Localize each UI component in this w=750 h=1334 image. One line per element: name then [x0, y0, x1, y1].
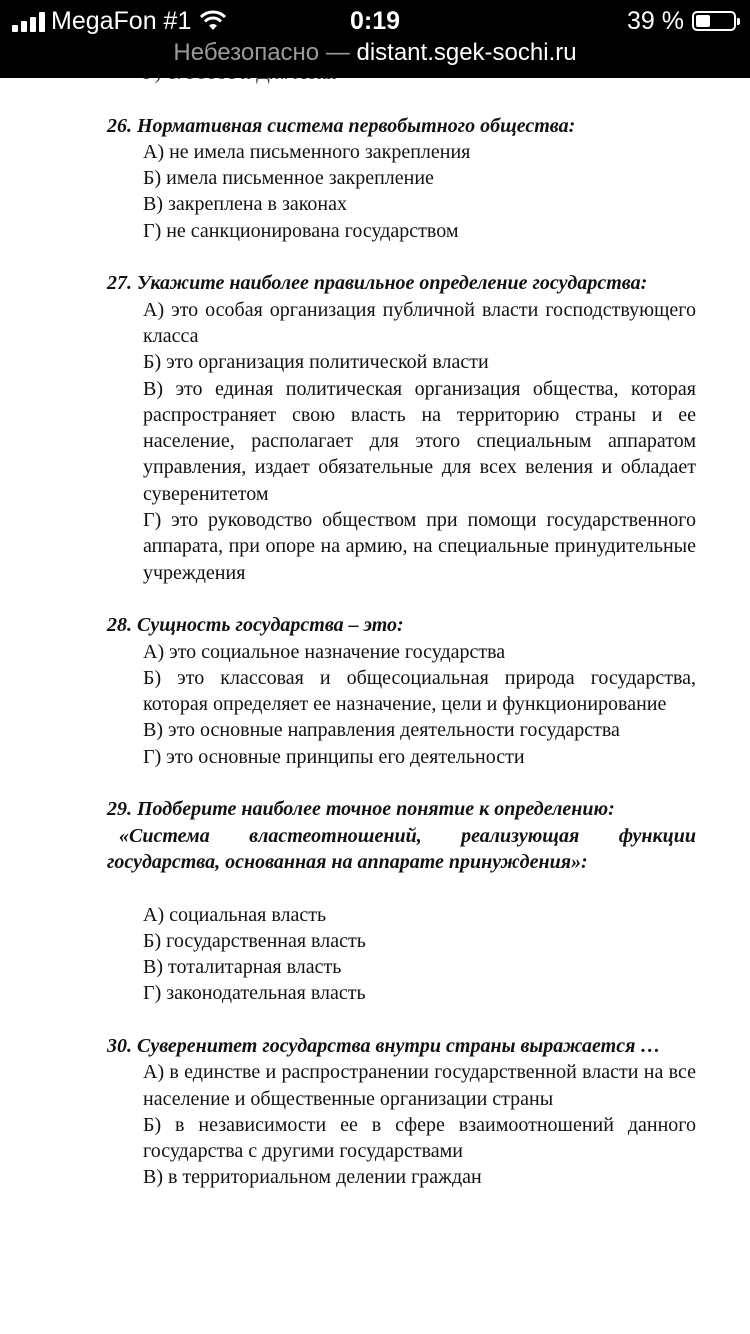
option: Г) законодательная власть	[143, 982, 366, 1005]
option: А) это социальное назначение государства	[143, 640, 506, 663]
question-27	[107, 270, 696, 586]
question-title: 29. Подберите наиболее точное понятие к определению:	[107, 798, 615, 821]
option: Г) это основные принципы его деятельности	[143, 745, 525, 768]
battery-percent: 39 %	[627, 7, 684, 35]
option: В) тоталитарная власть	[143, 956, 342, 979]
site-host: distant.sgek-sochi.ru	[356, 39, 577, 66]
option: В) это основные направления деятельности государства	[143, 719, 620, 742]
document-body	[107, 60, 696, 1191]
option: Г) это руководство обществом при помощи государственного аппарата, при опоре на армию, на специальные принудительные учреждения	[143, 509, 696, 584]
battery-icon	[692, 11, 736, 31]
option: В) в территориальном делении граждан	[143, 1166, 482, 1189]
option: А) социальная власть	[143, 903, 327, 926]
insecure-label: Небезопасно —	[173, 39, 350, 66]
option: В) это единая политическая организация общества, которая распространяет свою власть на территорию страны и ее население, располагает для этого специальным аппаратом управления, издает обязательные для всех веления и обладает суверенитетом	[143, 377, 696, 505]
option: В) закреплена в законах	[143, 193, 348, 216]
option: А) это особая организация публичной власти господствующего класса	[143, 298, 696, 347]
question-28	[107, 612, 696, 770]
option: А) не имела письменного закрепления	[143, 140, 471, 163]
question-title: 28. Сущность государства – это:	[107, 614, 404, 637]
option: Г) не санкционирована государством	[143, 219, 459, 242]
browser-top-bar	[0, 0, 750, 78]
question-title: 26. Нормативная система первобытного общества:	[107, 114, 576, 137]
option: Б) имела письменное закрепление	[143, 167, 434, 190]
option: Б) государственная власть	[143, 929, 366, 952]
option: Б) это классовая и общесоциальная природа государства, которая определяет ее назначение, цели и функционирование	[143, 666, 696, 716]
carrier-name: MegaFon #1	[51, 7, 192, 35]
question-definition: «Система властеотношений, реализующая функции государства, основанная на аппарате принуждения»:	[107, 824, 696, 873]
question-title: 27. Укажите наиболее правильное определение государства:	[107, 272, 648, 295]
question-29	[107, 796, 696, 1006]
option: А) в единстве и распространении государственной власти на все население и общественные организации страны	[143, 1061, 696, 1110]
address-bar[interactable]	[0, 38, 750, 68]
question-26	[107, 113, 696, 244]
status-right	[627, 6, 736, 36]
clock: 0:19	[349, 7, 401, 35]
option: Б) в независимости ее в сфере взаимоотношений данного государства с другими государствами	[143, 1113, 696, 1163]
question-30	[107, 1033, 696, 1191]
question-title: 30. Суверенитет государства внутри страны выражается …	[107, 1034, 661, 1057]
option: Б) это организация политической власти	[143, 351, 489, 374]
